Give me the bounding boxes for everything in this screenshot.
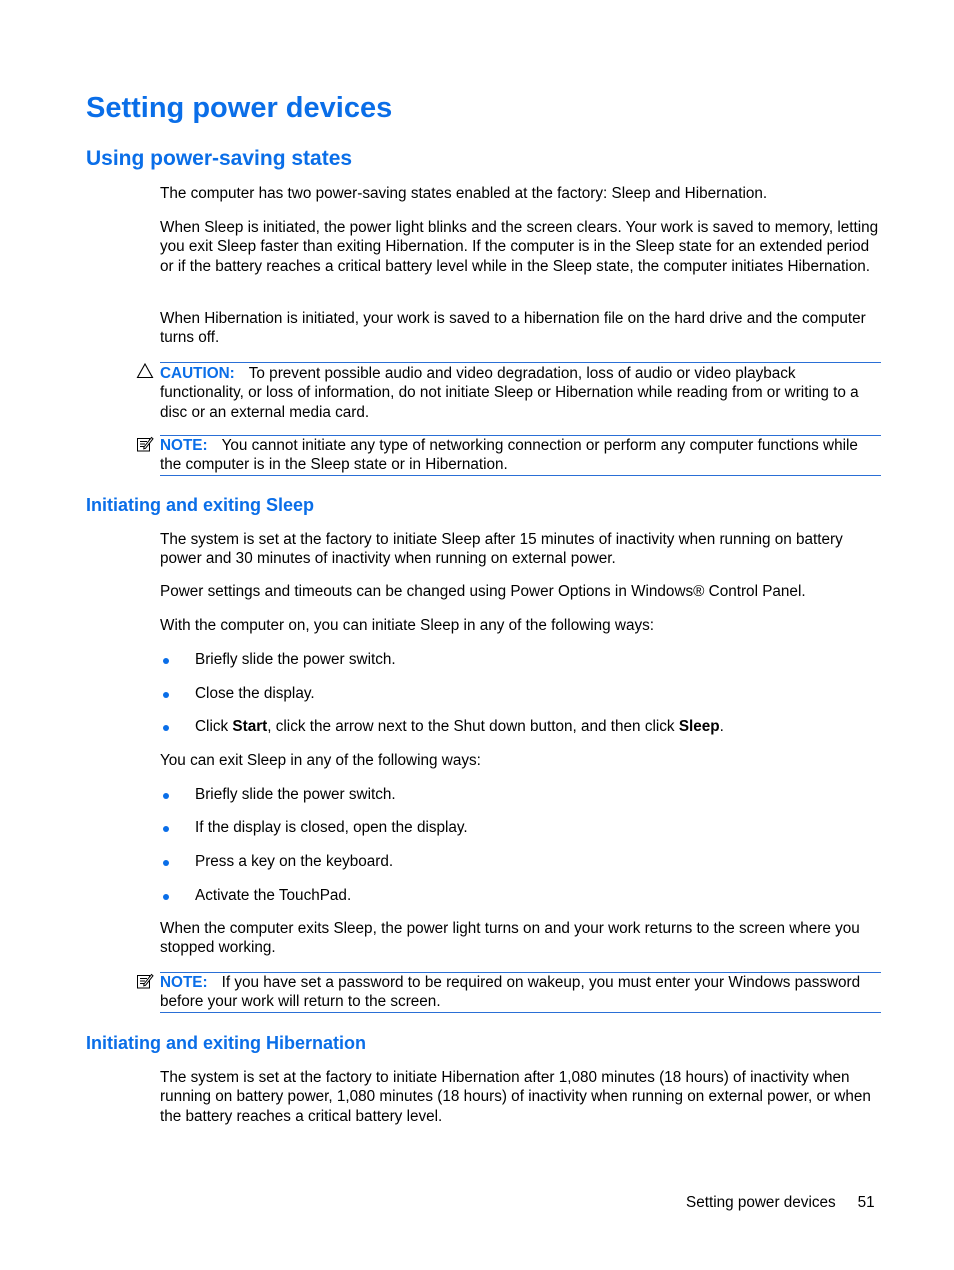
list-item-text: .: [719, 718, 724, 735]
sleep-term: Sleep: [678, 718, 720, 735]
bullet-dot-icon: [163, 860, 169, 866]
start-term: Start: [232, 718, 268, 735]
page-title: Setting power devices: [86, 92, 393, 124]
list-item-text: Click: [195, 718, 233, 735]
note-label: NOTE:: [160, 437, 208, 454]
bullet-dot-icon: [163, 894, 169, 900]
caution-triangle-icon: [136, 362, 154, 380]
caution-box: [160, 362, 881, 422]
paragraph-intro: The computer has two power-saving states enabled at the factory: Sleep and Hibernation.: [160, 185, 768, 202]
page-footer: [686, 1193, 882, 1212]
note-pencil-icon: [136, 972, 154, 990]
paragraph-hibernation-description: When Hibernation is initiated, your work is saved to a hibernation file on the hard drive and the computer turns off.: [160, 310, 866, 347]
note-pencil-icon: [136, 435, 154, 453]
section-heading-power-saving: Using power-saving states: [86, 147, 353, 170]
note-label: NOTE:: [160, 974, 208, 991]
list-item: If the display is closed, open the display.: [195, 819, 468, 836]
note-box-networking: [160, 435, 881, 476]
paragraph-exit-sleep: You can exit Sleep in any of the following ways:: [160, 752, 481, 769]
list-item: Briefly slide the power switch.: [195, 651, 396, 668]
note-box-password: [160, 972, 881, 1013]
paragraph-sleep-description: When Sleep is initiated, the power light blinks and the screen clears. Your work is saved to memory, letting you exit Sleep faster than exiting Hibernation. If the computer is in the Sleep state for an extended period or if the battery reaches a critical battery level while in the Sleep state, the computer initiates Hibernation.: [160, 219, 879, 275]
footer-section-title: Setting power devices: [686, 1194, 836, 1211]
section-heading-hibernation: Initiating and exiting Hibernation: [86, 1033, 367, 1053]
bullet-dot-icon: [163, 725, 169, 731]
paragraph-power-options: Power settings and timeouts can be changed using Power Options in Windows® Control Panel.: [160, 583, 806, 600]
note-text: If you have set a password to be required on wakeup, you must enter your Windows password before your work will return to the screen.: [160, 974, 861, 1011]
section-heading-sleep: Initiating and exiting Sleep: [86, 495, 315, 515]
list-item: Activate the TouchPad.: [195, 887, 352, 904]
list-item: Close the display.: [195, 685, 315, 702]
list-item: [195, 717, 724, 736]
note-text: You cannot initiate any type of networking connection or perform any computer functions while the computer is in the Sleep state or in Hibernation.: [160, 437, 858, 474]
caution-text: To prevent possible audio and video degradation, loss of audio or video playback functionality, or loss of information, do not initiate Sleep or Hibernation while reading from or writing to a disc or an external media card.: [160, 365, 859, 421]
paragraph-sleep-defaults: The system is set at the factory to initiate Sleep after 15 minutes of inactivity when running on battery power and 30 minutes of inactivity when running on external power.: [160, 531, 843, 568]
caution-label: CAUTION:: [160, 365, 235, 382]
list-item: Briefly slide the power switch.: [195, 786, 396, 803]
page-number: 51: [857, 1194, 875, 1211]
bullet-dot-icon: [163, 826, 169, 832]
bullet-dot-icon: [163, 658, 169, 664]
bullet-dot-icon: [163, 793, 169, 799]
paragraph-initiate-sleep: With the computer on, you can initiate Sleep in any of the following ways:: [160, 617, 655, 634]
paragraph-hibernation-defaults: The system is set at the factory to initiate Hibernation after 1,080 minutes (18 hours) of inactivity when running on battery power, 1,080 minutes (18 hours) of inactivity when running on external power, or when the battery reaches a critical battery level.: [160, 1069, 871, 1125]
list-item: Press a key on the keyboard.: [195, 853, 394, 870]
list-item-text: , click the arrow next to the Shut down button, and then click: [267, 718, 679, 735]
paragraph-exit-result: When the computer exits Sleep, the power light turns on and your work returns to the screen where you stopped working.: [160, 920, 860, 957]
bullet-dot-icon: [163, 692, 169, 698]
